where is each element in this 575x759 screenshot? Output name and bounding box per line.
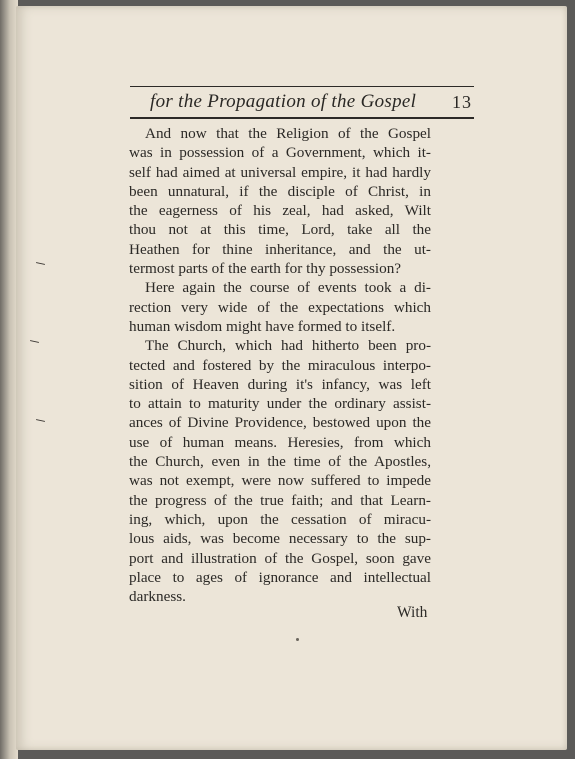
text-line: Heathen for thine inheritance, and the ut- xyxy=(129,240,431,258)
text-line: was in possession of a Government, which it- xyxy=(129,144,431,162)
text-line: ances of Divine Providence, bestowed upon the xyxy=(129,414,431,432)
text-line: Here again the course of events took a di- xyxy=(145,279,431,297)
text-line: the eagerness of his zeal, had asked, Wilt xyxy=(129,202,431,220)
text-line: rection very wide of the expectations which xyxy=(129,298,431,316)
text-line: place to ages of ignorance and intellectual xyxy=(129,568,431,586)
ink-speck xyxy=(296,638,299,641)
body-text xyxy=(129,124,431,606)
header-rule-bottom xyxy=(130,117,474,119)
text-line: use of human means. Heresies, from which xyxy=(129,433,431,451)
text-line: was not exempt, were now suffered to impede xyxy=(129,472,431,490)
text-line: tected and fostered by the miraculous interpo- xyxy=(129,356,431,374)
text-line: thou not at this time, Lord, take all the xyxy=(129,221,431,239)
text-line: self had aimed at universal empire, it had hardly xyxy=(129,163,431,181)
page-number: 13 xyxy=(452,92,472,112)
text-line: been unnatural, if the disciple of Christ, in xyxy=(129,182,431,200)
text-line: darkness. xyxy=(129,588,186,606)
text-line: to attain to maturity under the ordinary assist- xyxy=(129,395,431,413)
text-line: And now that the Religion of the Gospel xyxy=(145,125,431,142)
text-line: port and illustration of the Gospel, soon gave xyxy=(129,549,431,567)
text-line: The Church, which had hitherto been pro- xyxy=(145,337,431,355)
text-line: the Church, even in the time of the Apostles, xyxy=(129,453,431,471)
header-rule-top xyxy=(130,86,474,87)
text-line: lous aids, was become necessary to the sup- xyxy=(129,530,431,548)
text-line: termost parts of the earth for thy possession? xyxy=(129,260,402,278)
text-line: the progress of the true faith; and that Learn- xyxy=(129,491,431,509)
catchword: With xyxy=(397,604,428,621)
text-line: sition of Heaven during it's infancy, was left xyxy=(129,375,431,393)
text-line: human wisdom might have formed to itself. xyxy=(129,317,396,335)
text-line: ing, which, upon the cessation of miracu- xyxy=(129,510,431,528)
running-head: for the Propagation of the Gospel xyxy=(150,91,417,112)
